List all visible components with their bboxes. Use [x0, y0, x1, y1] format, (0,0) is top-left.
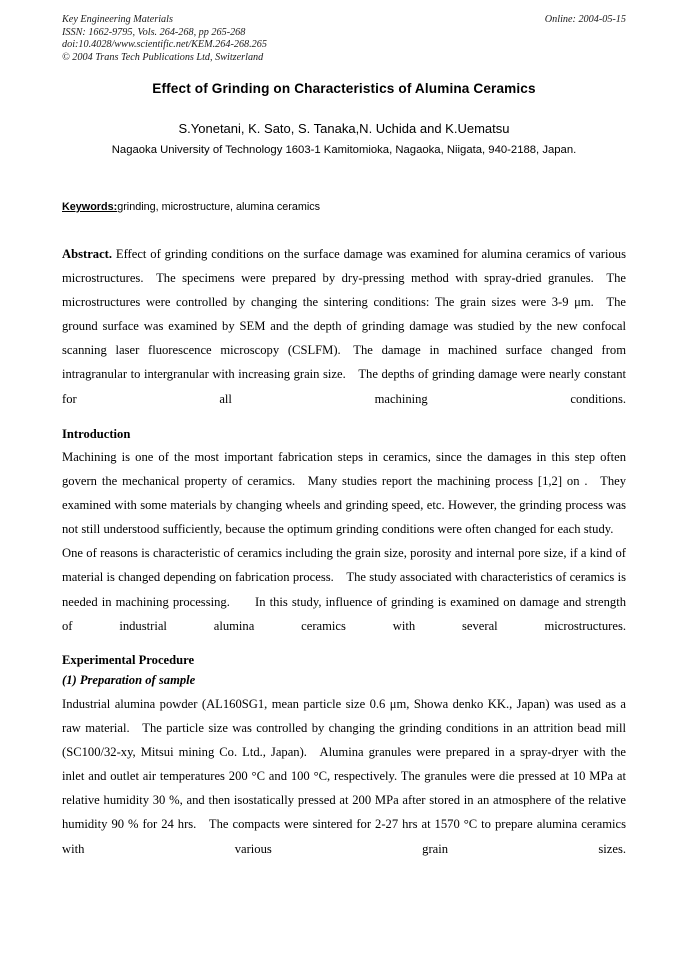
author-list: S.Yonetani, K. Sato, S. Tanaka,N. Uchida and K.Uematsu [178, 121, 510, 136]
abstract-text: Effect of grinding conditions on the surface damage was examined for alumina ceramics of various microstructures. The specimens were prepared by dry-pressing method with spray-dried granules. The microstructures were controlled by changing the sintering conditions: The grain sizes were 3-9 μm. The ground surface was examined by SEM and the depth of grinding damage was studied by the new confocal scanning laser fluorescence microscopy (CSLFM). The damage in machined surface changed from intragranular to intergranular with increasing grain size. The depths of grinding damage were nearly constant for all machining conditions. [62, 247, 626, 406]
page-title: Effect of Grinding on Characteristics of Alumina Ceramics [152, 81, 536, 96]
online-date: Online: 2004-05-15 [544, 14, 626, 25]
issn-line: ISSN: 1662-9795, Vols. 264-268, pp 265-268 [62, 26, 246, 38]
abstract-paragraph [62, 242, 626, 435]
introduction-paragraph: Machining is one of the most important fabrication steps in ceramics, since the damages in this step often govern the mechanical property of ceramics. Many studies report the machining process [1,2] on . They examined with some materials by changing wheels and grinding speed, etc. However, the grinding process was not still understood sufficiently, because the optimum grinding conditions were often changed for each study. One of reasons is characteristic of ceramics including the grain size, porosity and internal pore size, if a kind of material is changed depending on fabrication process. The study associated with characteristics of ceramics is needed in machining processing. In this study, influence of grinding is examined on damage and strength of industrial alumina ceramics with several microstructures. [62, 450, 626, 633]
copyright-line: © 2004 Trans Tech Publications Ltd, Switzerland [62, 51, 264, 63]
experimental-paragraph: Industrial alumina powder (AL160SG1, mean particle size 0.6 μm, Showa denko KK., Japan) was used as a raw material. The particle size was controlled by changing the grinding conditions in an attrition bead mill (SC100/32-xy, Mitsui mining Co. Ltd., Japan). Alumina granules were prepared in a spray-dryer with the inlet and outlet air temperatures 200 °C and 100 °C, respectively. The granules were die pressed at 10 MPa at relative humidity 30 %, and then isostatically pressed at 200 MPa after stored in an atmosphere of the relative humidity 90 % for 24 hrs. The compacts were sintered for 2-27 hrs at 1570 °C to prepare alumina ceramics with various grain sizes. [62, 697, 626, 856]
journal-header-top-row [62, 14, 626, 27]
doi-line: doi:10.4028/www.scientific.net/KEM.264-268.265 [62, 39, 267, 51]
affiliation: Nagaoka University of Technology 1603-1 Kamitomioka, Nagaoka, Niigata, 940-2188, Japan. [111, 144, 577, 156]
introduction-heading: Introduction [62, 427, 131, 441]
abstract-label: Abstract. [62, 247, 113, 261]
keywords-label: Keywords: [62, 201, 118, 213]
experimental-heading: Experimental Procedure [62, 653, 195, 667]
keywords-list: grinding, microstructure, alumina ceramics [117, 201, 321, 213]
keywords-line [62, 200, 626, 214]
journal-name: Key Engineering Materials [62, 14, 173, 25]
experimental-subheading: (1) Preparation of sample [62, 673, 196, 687]
journal-header [62, 14, 626, 64]
